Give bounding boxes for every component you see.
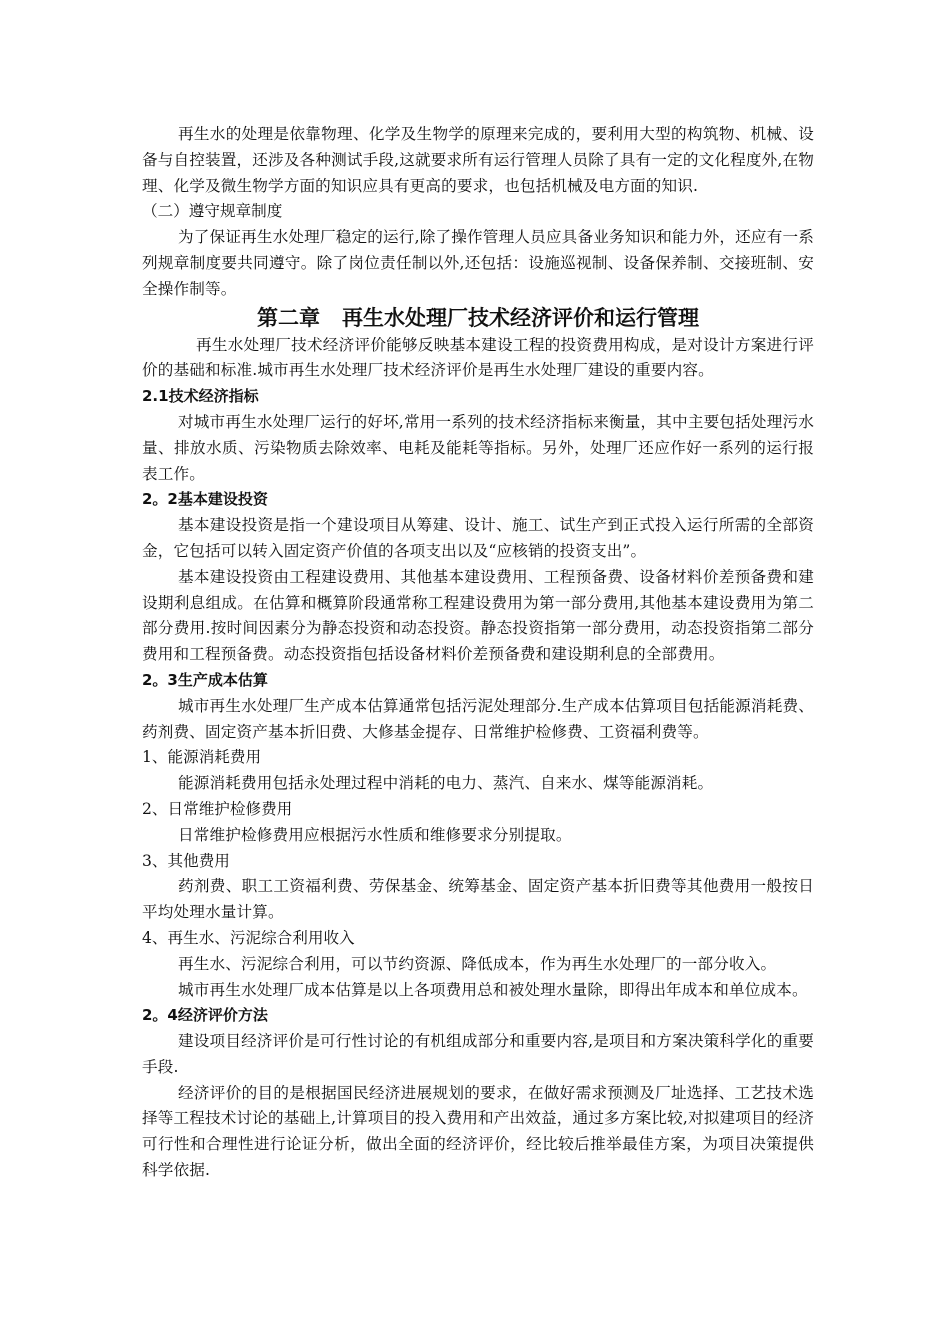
chapter-number: 第二章: [257, 305, 320, 330]
document-page: [142, 122, 814, 1184]
paragraph-chapter-intro: 再生水处理厂技术经济评价能够反映基本建设工程的投资费用构成，是对设计方案进行评价的基础和标准.城市再生水处理厂技术经济评价是再生水处理厂建设的重要内容。: [142, 335, 814, 380]
paragraph-maintenance: 日常维护检修费用应根据污水性质和维修要求分别提取。: [178, 825, 572, 844]
list-item-maintenance: 2、日常维护检修费用: [142, 799, 293, 818]
paragraph-income: 再生水、污泥综合利用，可以节约资源、降低成本，作为再生水处理厂的一部分收入。: [178, 954, 777, 973]
list-item-energy: 1、能源消耗费用: [142, 748, 262, 767]
chapter-title: 再生水处理厂技术经济评价和运行管理: [342, 305, 699, 330]
subheading-rules: （二）遵守规章制度: [142, 202, 283, 221]
paragraph-investment-definition: 基本建设投资是指一个建设项目从筹建、设计、施工、试生产到正式投入运行所需的全部资金，它包括可以转入固定资产价值的各项支出以及“应核销的投资支出”。: [142, 516, 814, 560]
list-item-other: 3、其他费用: [142, 851, 230, 870]
section-heading-2-2: 2。2基本建设投资: [142, 490, 268, 509]
paragraph-evaluation-role: 建设项目经济评价是可行性讨论的有机组成部分和重要内容,是项目和方案决策科学化的重要手段.: [142, 1032, 814, 1076]
chapter-heading: [142, 303, 814, 333]
list-item-income: 4、再生水、污泥综合利用收入: [142, 928, 355, 947]
paragraph-evaluation-purpose: 经济评价的目的是根据国民经济进展规划的要求，在做好需求预测及厂址选择、工艺技术选择等工程技术讨论的基础上,计算项目的投入费用和产出效益，通过多方案比较,对拟建项目的经济可行性和合理性进行论证分析，做出全面的经济评价，经比较后推举最佳方案，为项目决策提供科学依据.: [142, 1083, 814, 1180]
section-heading-2-3: 2。3生产成本估算: [142, 670, 268, 689]
paragraph-intro: 再生水的处理是依靠物理、化学及生物学的原理来完成的，要利用大型的构筑物、机械、设备与自控装置，还涉及各种测试手段,这就要求所有运行管理人员除了具有一定的文化程度外,在物理、化学及微生物学方面的知识应具有更高的要求，也包括机械及电方面的知识.: [142, 125, 814, 195]
paragraph-other: 药剂费、职工工资福利费、劳保基金、统筹基金、固定资产基本折旧费等其他费用一般按日平均处理水量计算。: [142, 877, 814, 922]
paragraph-investment-composition: 基本建设投资由工程建设费用、其他基本建设费用、工程预备费、设备材料价差预备费和建设期利息组成。在估算和概算阶段通常称工程建设费用为第一部分费用,其他基本建设费用为第二部分费用.按时间因素分为静态投资和动态投资。静态投资指第一部分费用，动态投资指第二部分费用和工程预备费。动态投资指包括设备材料价差预备费和建设期利息的全部费用。: [142, 567, 814, 664]
paragraph-unit-cost: 城市再生水处理厂成本估算是以上各项费用总和被处理水量除，即得出年成本和单位成本。: [178, 980, 808, 999]
paragraph-rules: 为了保证再生水处理厂稳定的运行,除了操作管理人员应具备业务知识和能力外，还应有一系列规章制度要共同遵守。除了岗位责任制以外,还包括：设施巡视制、设备保养制、交接班制、安全操作制等。: [142, 228, 814, 298]
paragraph-indicators: 对城市再生水处理厂运行的好坏,常用一系列的技术经济指标来衡量，其中主要包括处理污水量、排放水质、污染物质去除效率、电耗及能耗等指标。另外，处理厂还应作好一系列的运行报表工作。: [142, 412, 814, 483]
paragraph-cost-estimate: 城市再生水处理厂生产成本估算通常包括污泥处理部分.生产成本估算项目包括能源消耗费、药剂费、固定资产基本折旧费、大修基金提存、日常维护检修费、工资福利费等。: [142, 696, 814, 741]
section-heading-2-4: 2。4经济评价方法: [142, 1006, 268, 1025]
section-heading-2-1: 2.1技术经济指标: [142, 387, 259, 406]
paragraph-energy: 能源消耗费用包括永处理过程中消耗的电力、蒸汽、自来水、煤等能源消耗。: [178, 774, 714, 793]
